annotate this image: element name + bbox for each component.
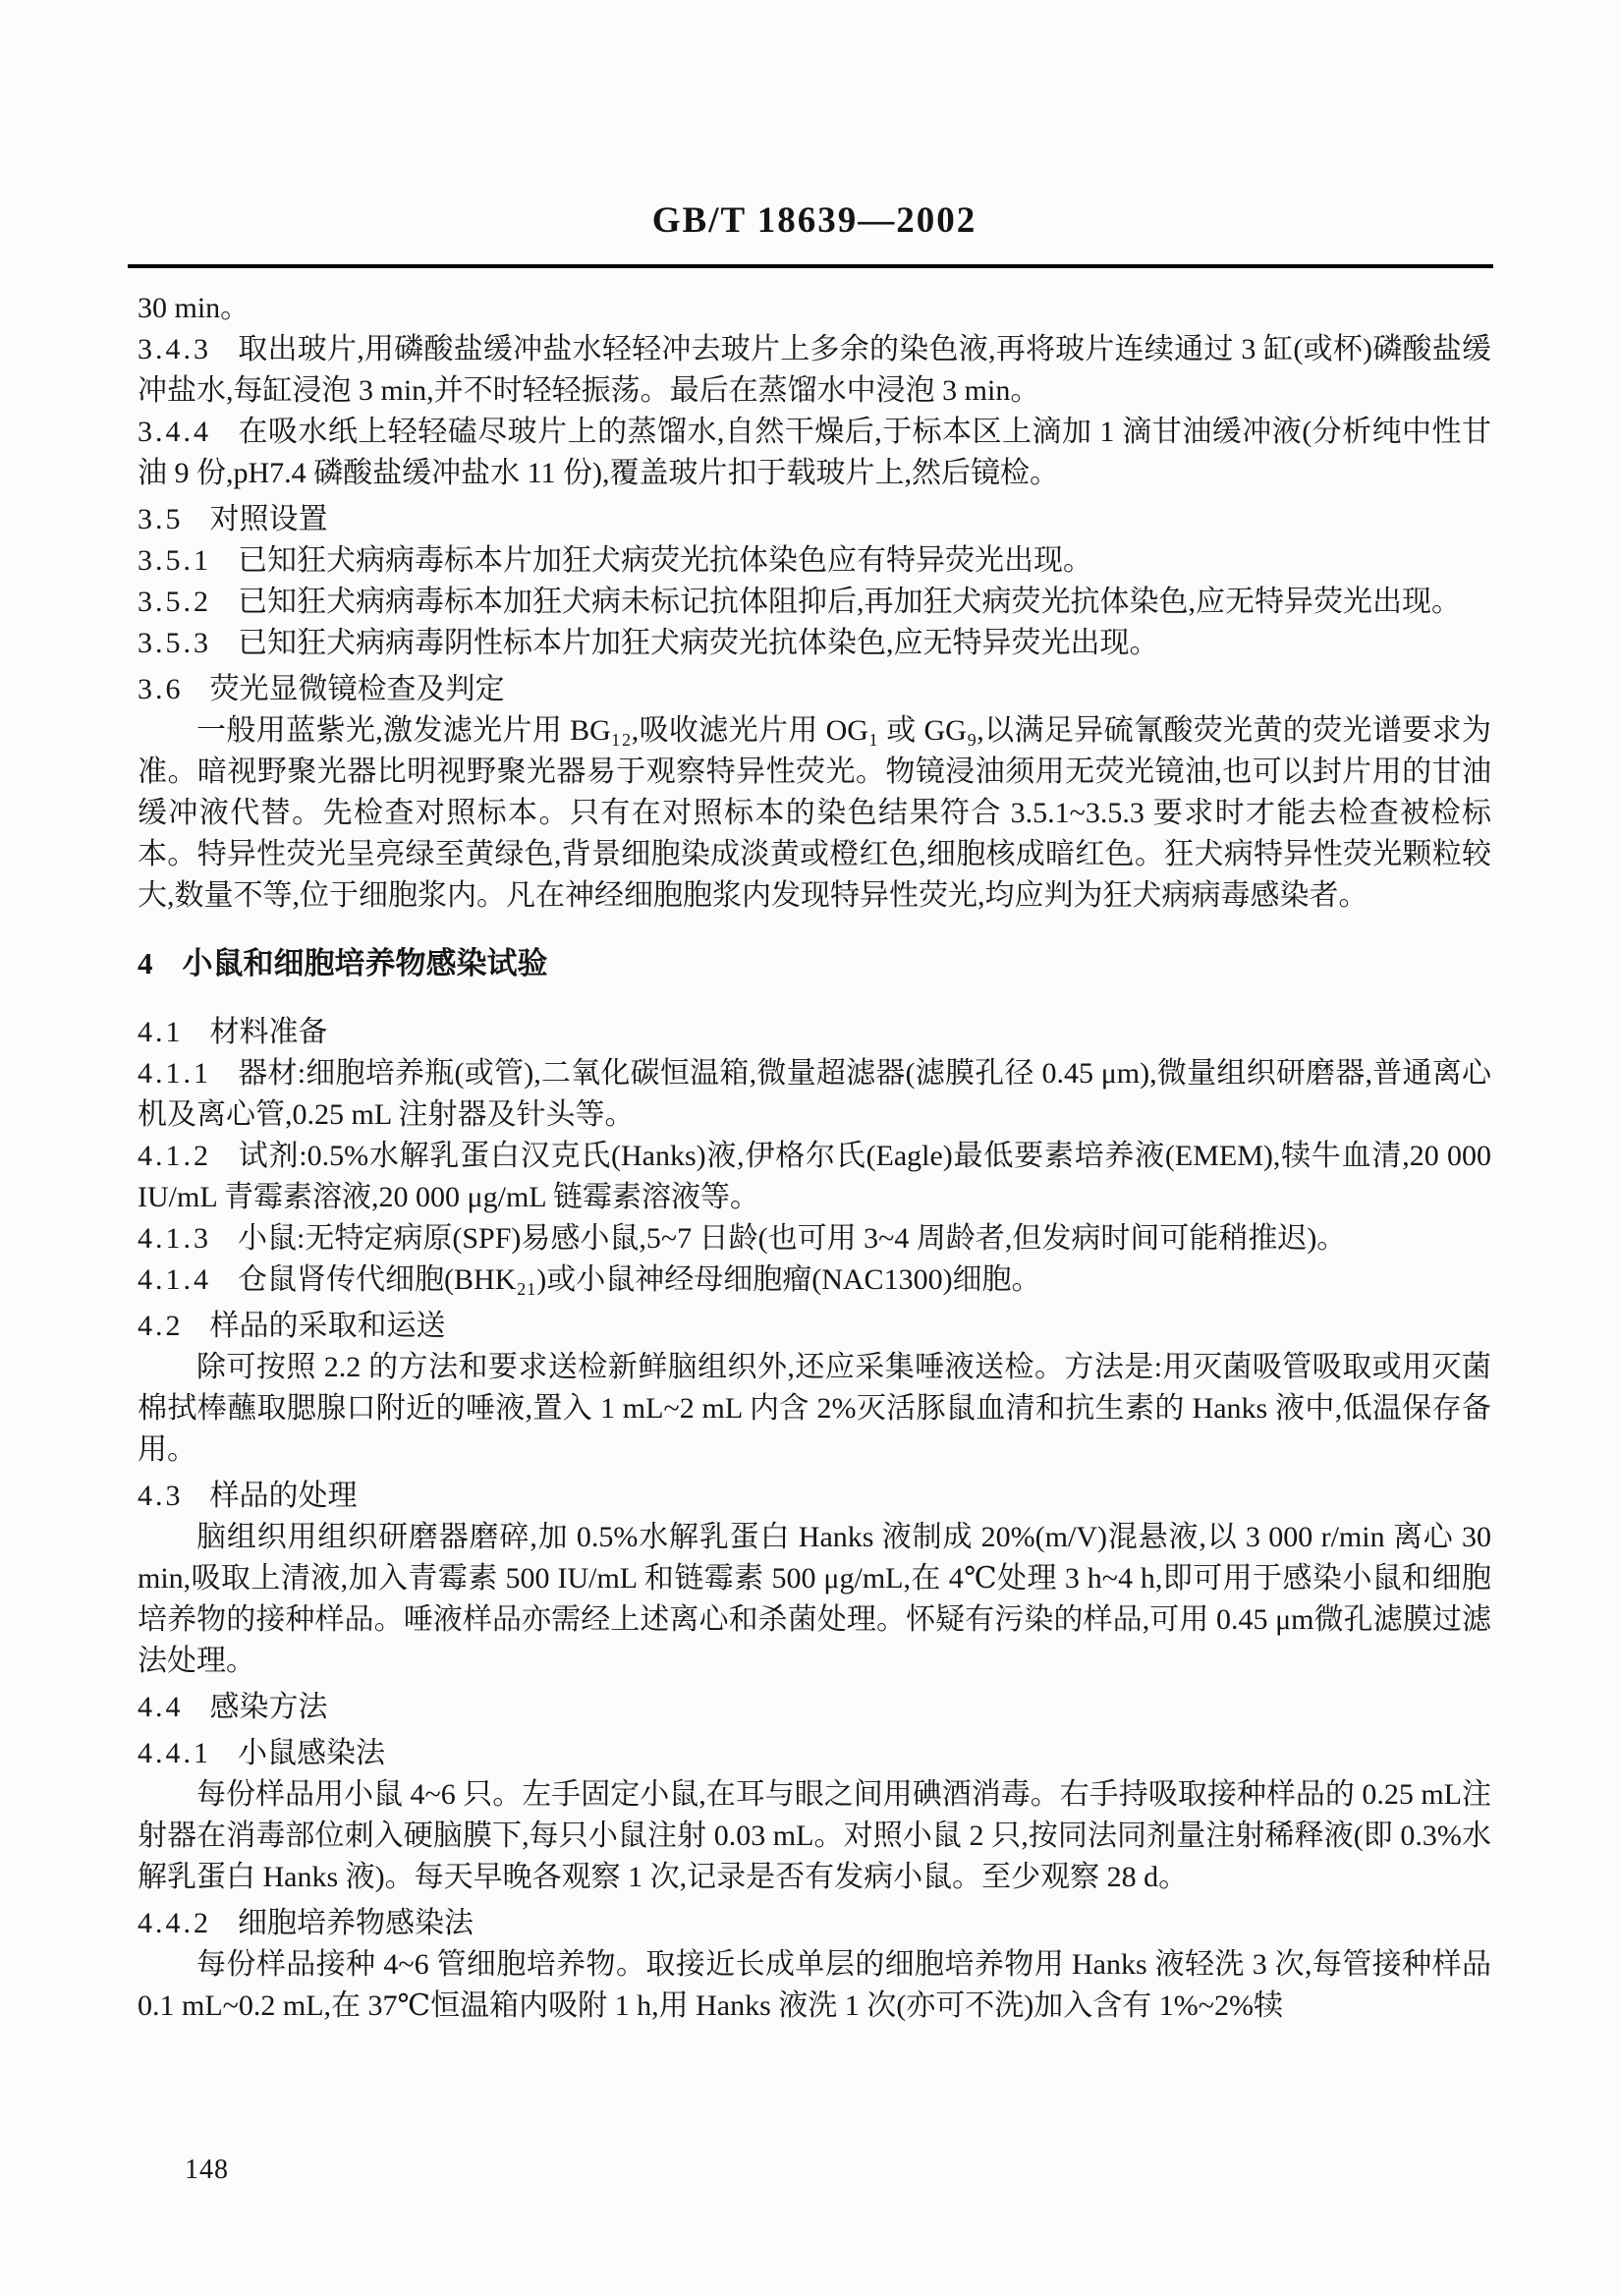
paragraph-text: 器材:细胞培养瓶(或管),二氧化碳恒温箱,微量超滤器(滤膜孔径 0.45 μm),微量组织研磨器,普通离心机及离心管,0.25 mL 注射器及针头等。 xyxy=(138,1057,1491,1131)
paragraph-text: 材料准备 xyxy=(209,1016,328,1048)
paragraph-text: 已知狂犬病病毒阴性标本片加狂犬病荧光抗体染色,应无特异荧光出现。 xyxy=(238,627,1159,659)
paragraph-text: 小鼠:无特定病原(SPF)易感小鼠,5~7 日龄(也可用 3~4 周龄者,但发病时间可能稍推迟)。 xyxy=(238,1222,1347,1255)
clause-number: 4 xyxy=(138,946,156,980)
paragraph-text: 在吸水纸上轻轻磕尽玻片上的蒸馏水,自然干燥后,于标本区上滴加 1 滴甘油缓冲液(分析纯中性甘油 9 份,pH7.4 磷酸盐缓冲盐水 11 份),覆盖玻片扣于载玻片上,然后镜检。 xyxy=(138,416,1491,489)
paragraph-text: 感染方法 xyxy=(209,1691,328,1723)
clause-paragraph xyxy=(138,1136,1491,1218)
paragraph-text: 对照设置 xyxy=(209,503,328,535)
clause-number: 4.4.2 xyxy=(138,1907,211,1939)
paragraph-text: 除可按照 2.2 的方法和要求送检新鲜脑组织外,还应采集唾液送检。方法是:用灭菌吸管吸取或用灭菌棉拭棒蘸取腮腺口附近的唾液,置入 1 mL~2 mL 内含 2%灭活豚鼠血清和抗生素的 Hanks 液中,低温保存备用。 xyxy=(138,1351,1491,1466)
document-body xyxy=(138,288,1491,2027)
clause-number: 4.1.2 xyxy=(138,1140,211,1172)
paragraph-text: 细胞培养物感染法 xyxy=(238,1907,474,1939)
paragraph-text: 30 min。 xyxy=(138,292,251,324)
clause-number: 4.1 xyxy=(138,1016,184,1048)
clause-paragraph xyxy=(138,582,1491,623)
clause-paragraph xyxy=(138,1218,1491,1260)
paragraph-text: 已知狂犬病病毒标本加狂犬病未标记抗体阻抑后,再加狂犬病荧光抗体染色,应无特异荧光出现。 xyxy=(238,586,1461,618)
paragraph-text: 脑组织用组织研磨器磨碎,加 0.5%水解乳蛋白 Hanks 液制成 20%(m/V)混悬液,以 3 000 r/min 离心 30 min,吸取上清液,加入青霉素 500 IU/mL 和链霉素 500 μg/mL,在 4℃处理 3 h~4 h,即可用于感染小鼠和细胞培养物的接种样品。唾液样品亦需经上述离心和杀菌处理。怀疑有污染的样品,可用 0.45 μm微孔滤膜过滤法处理。 xyxy=(138,1521,1491,1677)
section-heading xyxy=(138,499,1491,540)
paragraph-text: 小鼠感染法 xyxy=(238,1737,385,1769)
paragraph-text: 仓鼠肾传代细胞(BHK₂₁)或小鼠神经母细胞瘤(NAC1300)细胞。 xyxy=(238,1263,1041,1296)
clause-number: 3.4.3 xyxy=(138,333,211,365)
body-paragraph xyxy=(138,1774,1491,1898)
paragraph-text: 样品的采取和运送 xyxy=(209,1310,446,1342)
paragraph-text: 荧光显微镜检查及判定 xyxy=(209,673,505,705)
page-header xyxy=(138,199,1491,242)
clause-number: 3.5.2 xyxy=(138,586,211,618)
body-paragraph xyxy=(138,1517,1491,1682)
clause-number: 3.5 xyxy=(138,503,184,535)
clause-paragraph xyxy=(138,412,1491,494)
section-heading xyxy=(138,1306,1491,1347)
chapter-heading xyxy=(138,943,1491,984)
body-paragraph xyxy=(138,1347,1491,1471)
body-paragraph xyxy=(138,1944,1491,2027)
clause-number: 4.4.1 xyxy=(138,1737,211,1769)
paragraph-text: 取出玻片,用磷酸盐缓冲盐水轻轻冲去玻片上多余的染色液,再将玻片连续通过 3 缸(或杯)磷酸盐缓冲盐水,每缸浸泡 3 min,并不时轻轻振荡。最后在蒸馏水中浸泡 3 min。 xyxy=(138,333,1491,407)
paragraph-text: 已知狂犬病病毒标本片加狂犬病荧光抗体染色应有特异荧光出现。 xyxy=(238,544,1092,577)
page-number: 148 xyxy=(185,2155,229,2185)
section-heading xyxy=(138,669,1491,710)
body-paragraph xyxy=(138,710,1491,917)
section-heading xyxy=(138,1012,1491,1053)
paragraph-text: 小鼠和细胞培养物感染试验 xyxy=(182,946,548,980)
clause-paragraph xyxy=(138,1260,1491,1301)
clause-paragraph xyxy=(138,623,1491,664)
section-heading xyxy=(138,1687,1491,1728)
clause-number: 4.1.1 xyxy=(138,1057,211,1090)
clause-number: 3.5.1 xyxy=(138,544,211,577)
clause-number: 3.6 xyxy=(138,673,184,705)
paragraph-text: 一般用蓝紫光,激发滤光片用 BG₁₂,吸收滤光片用 OG₁ 或 GG₉,以满足异硫氰酸荧光黄的荧光谱要求为准。暗视野聚光器比明视野聚光器易于观察特异性荧光。物镜浸油须用无荧光镜油,也可以封片用的甘油缓冲液代替。先检查对照标本。只有在对照标本的染色结果符合 3.5.1~3.5.3 要求时才能去检查被检标本。特异性荧光呈亮绿至黄绿色,背景细胞染成淡黄或橙红色,细胞核成暗红色。狂犬病特异性荧光颗粒较大,数量不等,位于细胞浆内。凡在神经细胞胞浆内发现特异性荧光,均应判为狂犬病病毒感染者。 xyxy=(138,714,1491,912)
paragraph-text: 样品的处理 xyxy=(209,1480,358,1512)
clause-number: 4.1.3 xyxy=(138,1222,211,1255)
clause-paragraph xyxy=(138,540,1491,582)
section-heading xyxy=(138,1476,1491,1517)
clause-number: 4.1.4 xyxy=(138,1263,211,1296)
clause-number: 4.4 xyxy=(138,1691,184,1723)
clause-number: 4.2 xyxy=(138,1310,184,1342)
body-paragraph xyxy=(138,288,1491,329)
paragraph-text: 每份样品用小鼠 4~6 只。左手固定小鼠,在耳与眼之间用碘酒消毒。右手持吸取接种样品的 0.25 mL注射器在消毒部位刺入硬脑膜下,每只小鼠注射 0.03 mL。对照小鼠 2 只,按同法同剂量注射稀释液(即 0.3%水解乳蛋白 Hanks 液)。每天早晚各观察 1 次,记录是否有发病小鼠。至少观察 28 d。 xyxy=(138,1778,1491,1893)
clause-number: 4.3 xyxy=(138,1480,184,1512)
clause-number: 3.4.4 xyxy=(138,416,211,448)
header-rule xyxy=(128,264,1493,268)
standard-code: GB/T 18639—2002 xyxy=(651,200,977,241)
clause-paragraph xyxy=(138,329,1491,412)
paragraph-text: 每份样品接种 4~6 管细胞培养物。取接近长成单层的细胞培养物用 Hanks 液轻洗 3 次,每管接种样品 0.1 mL~0.2 mL,在 37℃恒温箱内吸附 1 h,用 Hanks 液洗 1 次(亦可不洗)加入含有 1%~2%犊 xyxy=(138,1948,1491,2022)
paragraph-text: 试剂:0.5%水解乳蛋白汉克氏(Hanks)液,伊格尔氏(Eagle)最低要素培养液(EMEM),犊牛血清,20 000 IU/mL 青霉素溶液,20 000 μg/mL 链霉素溶液等。 xyxy=(138,1140,1491,1213)
clause-number: 3.5.3 xyxy=(138,627,211,659)
clause-paragraph xyxy=(138,1053,1491,1136)
section-heading xyxy=(138,1733,1491,1774)
section-heading xyxy=(138,1903,1491,1944)
